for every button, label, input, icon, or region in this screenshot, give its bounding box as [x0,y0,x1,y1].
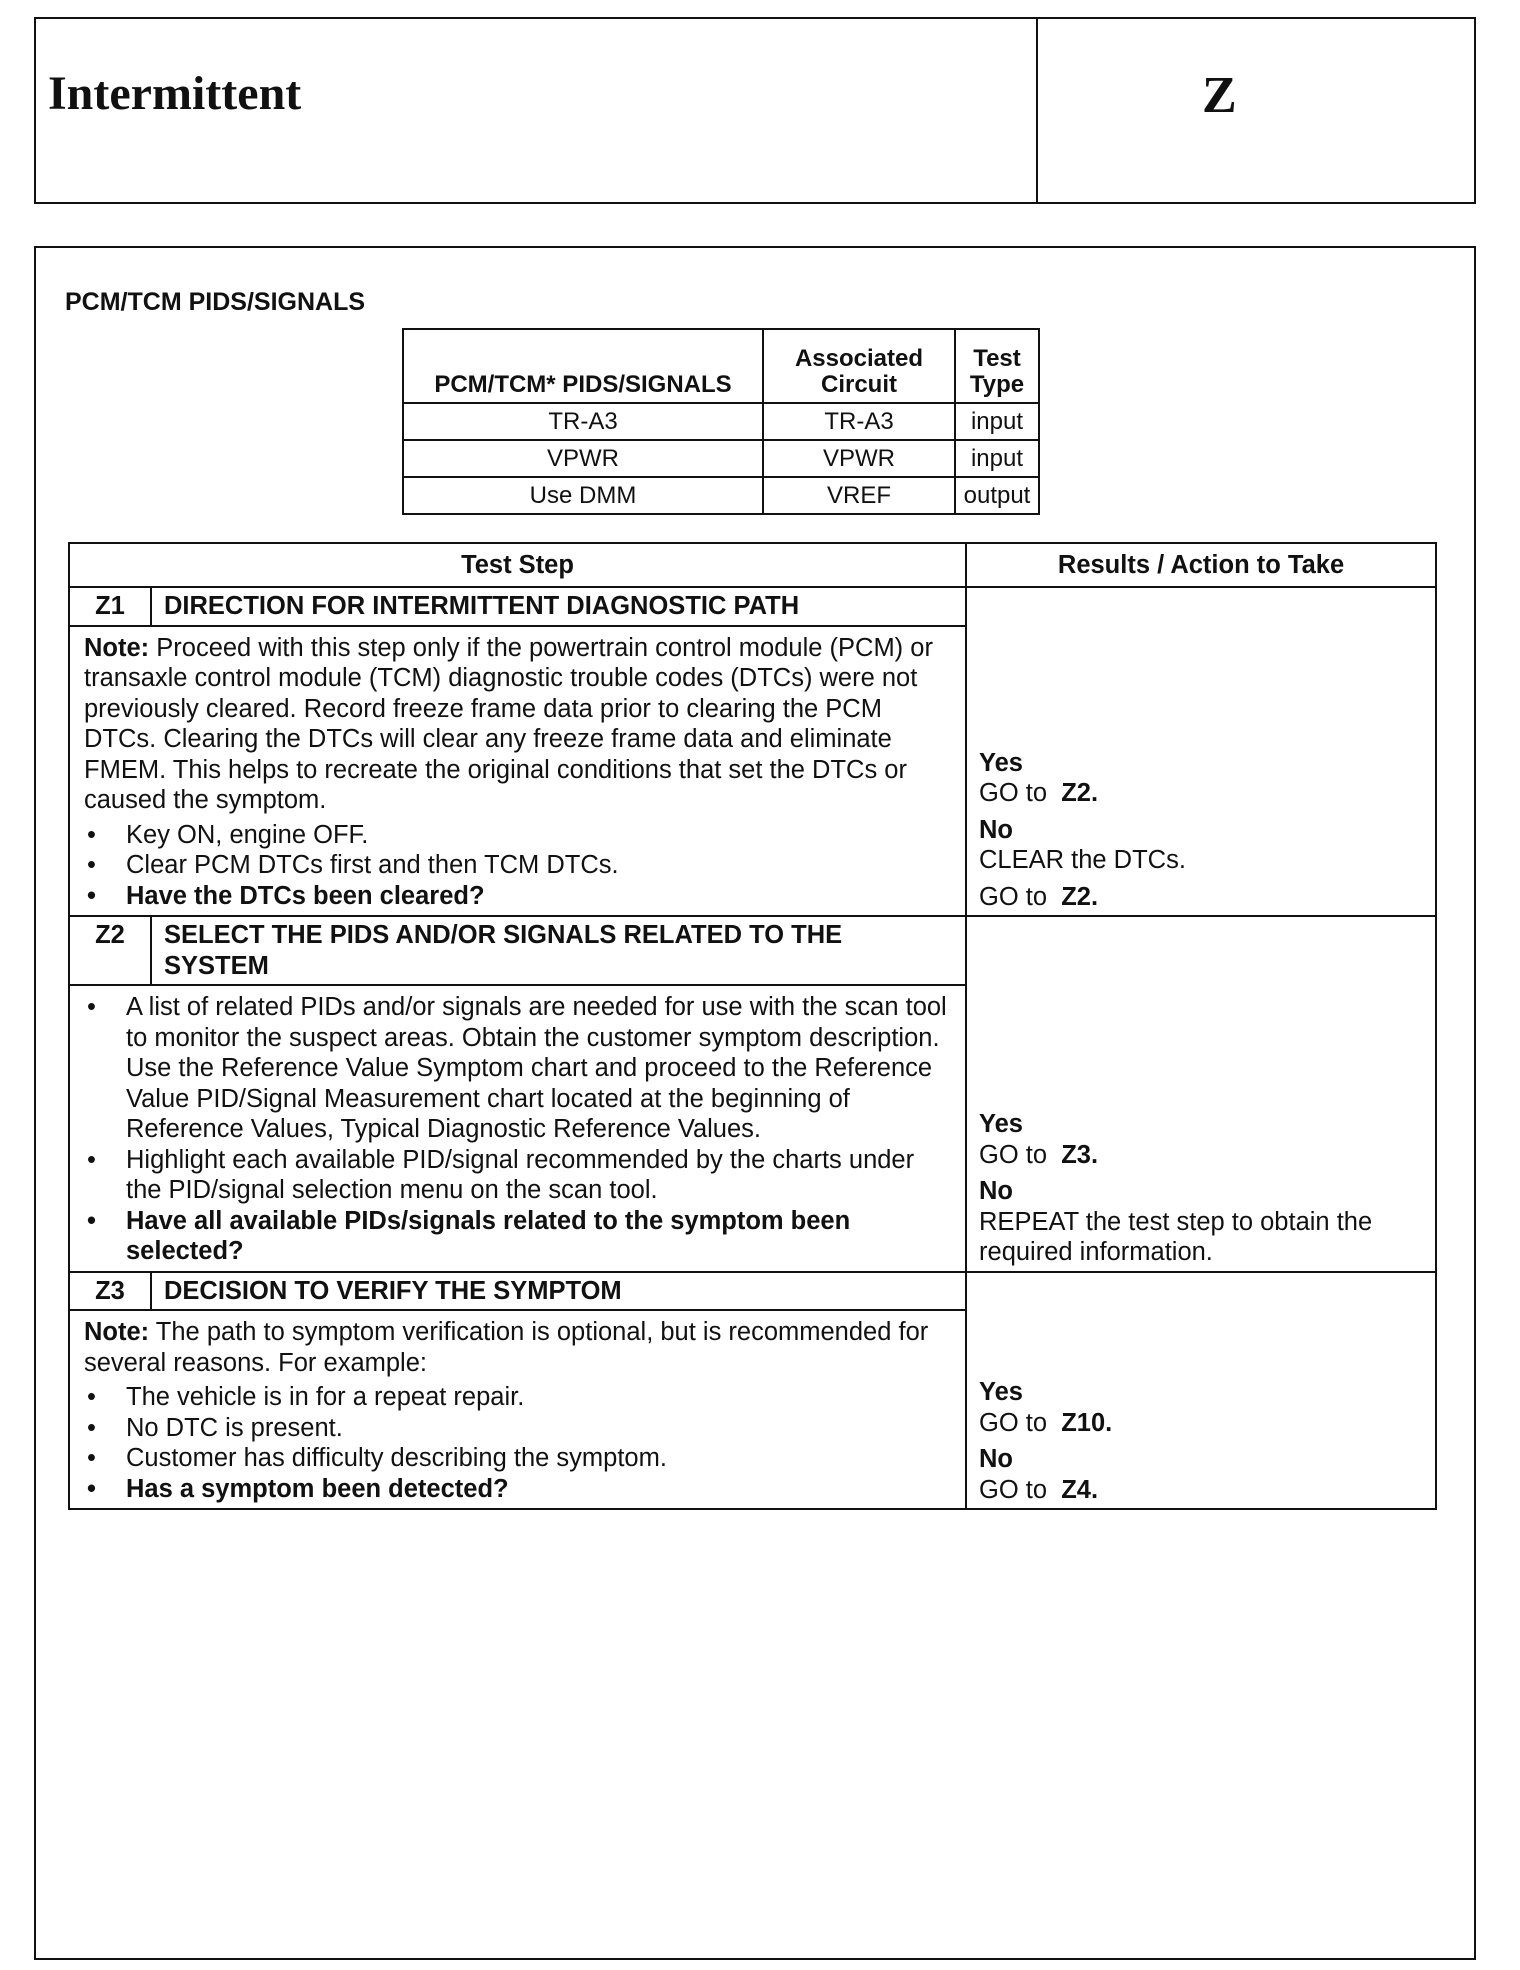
step-result [966,587,1436,916]
yes-action: GO to [979,1408,1048,1437]
yes-target: Z10. [1061,1408,1113,1437]
circuit-col-line2: Circuit [820,371,897,398]
pid-cell: Use DMM [403,477,763,514]
steps-table [68,542,1437,1510]
note-label: Note: [84,1318,150,1346]
step-title-row [69,587,1436,626]
step-question: • Has a symptom been detected? [84,1474,949,1505]
circuit-cell: VPWR [763,440,955,477]
note-label: Note: [84,633,150,662]
step-result [966,916,1436,1272]
table-row [403,440,1039,477]
list-item: • Key ON, engine OFF. [84,820,949,851]
no-target: Z2. [1061,882,1099,911]
note-text: The path to symptom verification is optional, but is recommended for several reasons. For example: [84,1318,929,1377]
yes-line [979,1408,1427,1439]
test-step-col-header: Test Step [69,543,966,587]
type-col-line2: Type [969,371,1025,398]
pids-heading: PCM/TCM PIDS/SIGNALS [65,288,366,316]
step-body [69,626,966,917]
no-action: GO to [979,1475,1048,1504]
section-letter: Z [1202,67,1237,124]
list-item: • Customer has difficulty describing the symptom. [84,1443,949,1474]
no-line [979,882,1427,913]
step-id: Z2 [69,916,151,985]
no-label: No [979,1445,1014,1473]
no-text: REPEAT the test step to obtain the required information. [979,1207,1373,1266]
yes-label: Yes [979,1110,1023,1138]
pid-table [402,328,1040,515]
yes-line [979,778,1427,809]
type-cell: output [955,477,1039,514]
yes-target: Z2. [1061,779,1099,807]
list-item: • No DTC is present. [84,1413,949,1444]
step-title-row [69,1272,1436,1311]
step-note [84,1317,949,1378]
circuit-col-header [763,329,955,403]
step-title: DIRECTION FOR INTERMITTENT DIAGNOSTIC PATH [151,587,966,626]
table-row [403,403,1039,440]
step-result [966,1272,1436,1510]
step-bullets [84,820,949,912]
yes-label: Yes [979,748,1023,777]
yes-action: GO to [979,1140,1048,1169]
pid-col-header: PCM/TCM* PIDS/SIGNALS [403,329,763,403]
circuit-col-line1: Associated [794,345,924,372]
note-text: Proceed with this step only if the powertrain control module (PCM) or transaxle control module (TCM) diagnostic trouble codes (DTCs) were not previously cleared. Record freeze frame data prior to clearing the PCM DTCs. Clearing the DTCs will clear any freeze frame data and eliminate FMEM. This helps to recreate the original conditions that set the DTCs or caused the symptom. [84,633,933,814]
circuit-cell: VREF [763,477,955,514]
step-body [69,1310,966,1509]
step-bullets [84,1382,949,1504]
pid-cell: TR-A3 [403,403,763,440]
step-bullets [84,992,949,1267]
list-item: • The vehicle is in for a repeat repair. [84,1382,949,1413]
list-item: • A list of related PIDs and/or signals are needed for use with the scan tool to monitor the suspect areas. Obtain the customer symptom description. Use the Reference Value Symptom chart and proceed to the Reference Value PID/Signal Measurement chart located at the beginning of Reference Values, Typical Diagnostic Reference Values. [84,992,949,1145]
no-target: Z4. [1061,1475,1099,1504]
step-body [69,985,966,1272]
list-item: • Highlight each available PID/signal recommended by the charts under the PID/signal selection menu on the scan tool. [84,1145,949,1206]
type-cell: input [955,440,1039,477]
type-col-line1: Test [973,345,1021,372]
yes-label: Yes [979,1378,1023,1406]
list-item: • Clear PCM DTCs first and then TCM DTCs. [84,850,949,881]
step-question: • Have the DTCs been cleared? [84,881,949,912]
page-title: Intermittent [48,67,302,120]
table-row [403,477,1039,514]
yes-action: GO to [979,779,1048,807]
no-action: GO to [979,882,1048,911]
yes-line [979,1140,1427,1171]
step-title: DECISION TO VERIFY THE SYMPTOM [151,1272,966,1311]
header-divider [1036,19,1038,202]
step-question: • Have all available PIDs/signals related to the symptom been selected? [84,1206,949,1267]
type-cell: input [955,403,1039,440]
type-col-header [955,329,1039,403]
circuit-cell: TR-A3 [763,403,955,440]
step-note [84,633,949,816]
results-col-header: Results / Action to Take [966,543,1436,587]
yes-target: Z3. [1061,1140,1099,1169]
no-label: No [979,1177,1014,1205]
no-text: CLEAR the DTCs. [979,846,1186,874]
step-title: SELECT THE PIDS AND/OR SIGNALS RELATED TO THE SYSTEM [151,916,966,985]
no-line [979,1475,1427,1506]
step-title-row [69,916,1436,985]
pid-cell: VPWR [403,440,763,477]
no-label: No [979,815,1014,844]
step-id: Z1 [69,587,151,626]
step-id: Z3 [69,1272,151,1311]
